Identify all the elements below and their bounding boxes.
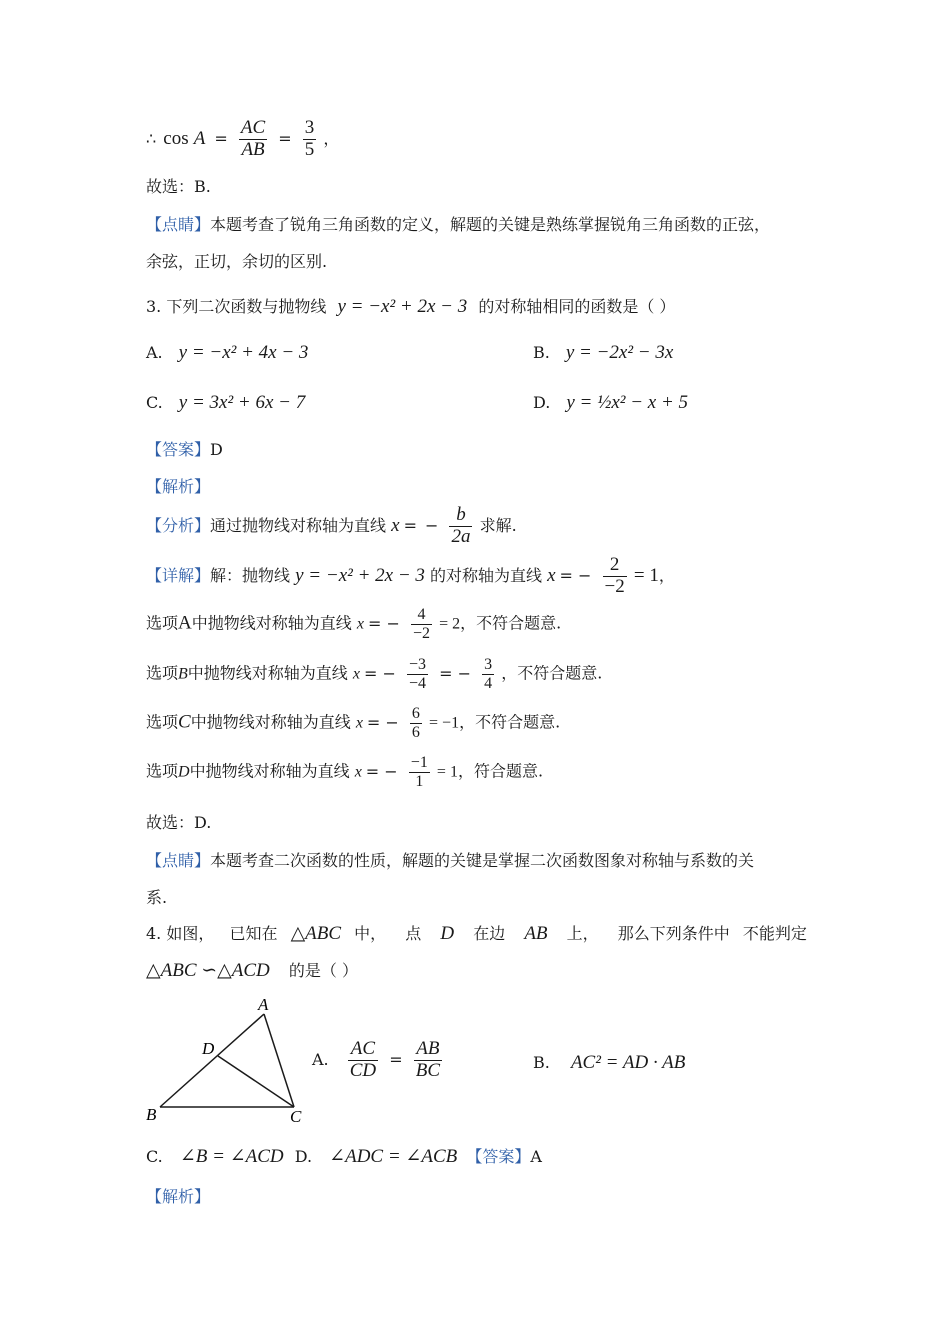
comment-paragraph-1: 【点睛】本题考查了锐角三角函数的定义，解题的关键是熟练掌握锐角三角函数的正弦， bbox=[146, 215, 771, 234]
label-d: D bbox=[202, 1039, 215, 1058]
q4-option-a: A. $\frac{AC}{CD}$ = $\frac{AB}{BC}$ bbox=[312, 1038, 441, 1081]
q3-conclusion: 故选：D. bbox=[146, 813, 212, 832]
label-c: C bbox=[290, 1107, 302, 1125]
q4-analysis-heading: 【解析】 bbox=[146, 1187, 211, 1206]
q3-option-b: B. y = −2x² − 3x bbox=[533, 342, 674, 363]
fraction-2-neg2: $\frac{2}{-2}$ bbox=[604, 554, 625, 597]
label-a: A bbox=[258, 995, 269, 1014]
q4-options-cd-answer: C. ∠B = ∠ACD D. ∠ADC = ∠ACB 【答案】A bbox=[146, 1146, 542, 1167]
question-4-cont: △ABC ∽△ACD 的是（ ） bbox=[146, 960, 358, 981]
option-d-check: 选项D中抛物线对称轴为直线 x = − $\frac{-1}{1}$ = 1，符合题意. bbox=[146, 754, 544, 790]
question-3: 3. 下列二次函数与抛物线 y = −x² + 2x − 3 的对称轴相同的函数是（ ） bbox=[146, 296, 676, 317]
fraction-b-2a: $\frac{b}{2a}$ bbox=[451, 504, 471, 547]
label-b: B bbox=[146, 1105, 157, 1124]
formula-cosA: ∴ cos A = $\frac{AC}{AB}$ = $\frac{3}{5}$ ， bbox=[146, 117, 340, 160]
segment-dc bbox=[218, 1056, 294, 1107]
fraction-3-5: $\frac{3}{5}$ bbox=[304, 117, 315, 160]
answer-choice-b: 故选：B. bbox=[146, 177, 211, 196]
q3-analysis-heading: 【解析】 bbox=[146, 477, 211, 496]
q3-answer: 【答案】D bbox=[146, 440, 223, 459]
side-ac bbox=[264, 1014, 294, 1107]
option-a-check: 选项A中抛物线对称轴为直线 x = − $\frac{4}{-2}$ = 2，不符合题意. bbox=[146, 606, 562, 642]
triangle-figure bbox=[140, 990, 320, 1125]
question-4: 4. 如图， 已知在 △ABC 中， 点 D 在边 AB 上， 那么下列条件中 不能判定 bbox=[146, 923, 807, 944]
option-c-check: 选项C中抛物线对称轴为直线 x = − $\frac{6}{6}$ = −1，不符合题意. bbox=[146, 705, 561, 741]
fraction-ac-ab: $\frac{AC}{AB}$ bbox=[240, 117, 266, 160]
q4-option-b: B. AC² = AD · AB bbox=[533, 1052, 686, 1073]
comment-paragraph-2-cont: 系. bbox=[146, 888, 168, 907]
q3-option-c: C. y = 3x² + 6x − 7 bbox=[146, 392, 306, 413]
comment-paragraph-1-cont: 余弦，正切，余切的区别. bbox=[146, 252, 328, 271]
option-b-check: 选项B中抛物线对称轴为直线 x = − $\frac{-3}{-4}$ = − $\frac{3}{4}$ ，不符合题意. bbox=[146, 656, 603, 692]
side-ba bbox=[160, 1014, 264, 1107]
q3-detail: 【详解】解：抛物线 y = −x² + 2x − 3 的对称轴为直线 x = − $\frac{2}{-2}$ = 1， bbox=[146, 554, 675, 597]
q3-option-d: D. y = ½x² − x + 5 bbox=[533, 392, 689, 413]
q3-analysis: 【分析】通过抛物线对称轴为直线 x = − $\frac{b}{2a}$ 求解. bbox=[146, 504, 517, 547]
comment-paragraph-2: 【点睛】本题考查二次函数的性质，解题的关键是掌握二次函数图象对称轴与系数的关 bbox=[146, 851, 755, 870]
q3-option-a: A. y = −x² + 4x − 3 bbox=[146, 342, 309, 363]
